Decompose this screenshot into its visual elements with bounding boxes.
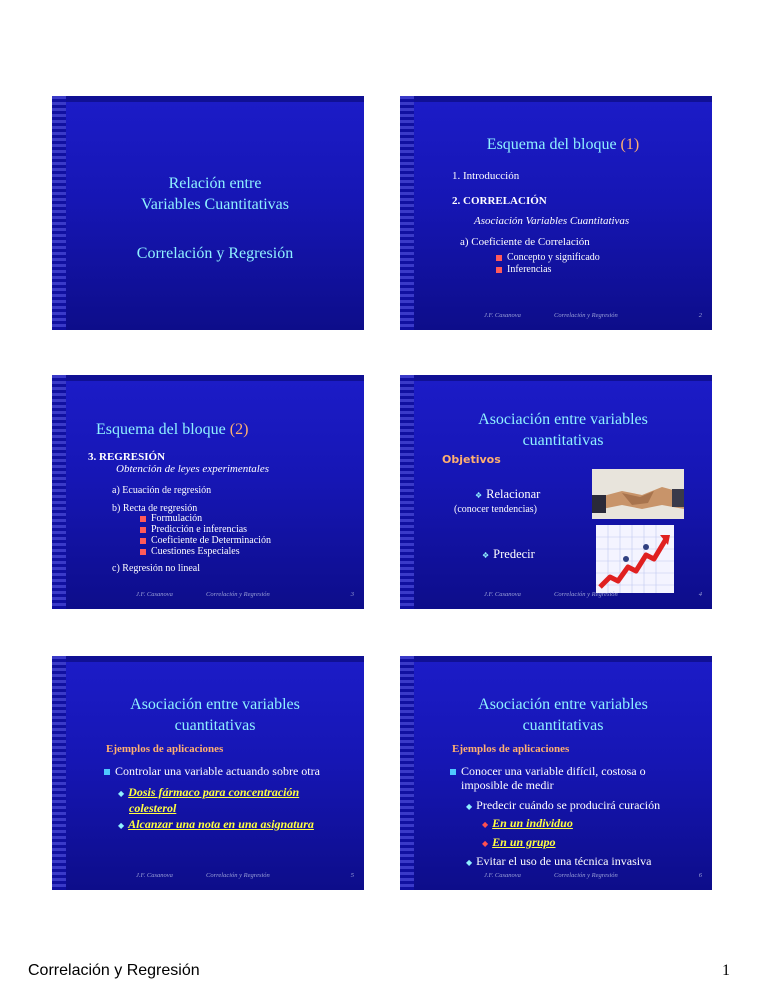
outline-bullet: Predicción e inferencias <box>140 524 247 535</box>
example-item: ◆ En un grupo <box>482 835 556 849</box>
outline-bullet: Inferencias <box>496 263 551 276</box>
slide-4 <box>400 375 712 609</box>
slide-6-title: Asociación entre variables cuantitativas <box>478 696 648 734</box>
slide-footer: J.F. Casanova Correlación y Regresión 2 <box>484 312 702 319</box>
example-item: ◆ Alcanzar una nota en una asignatura <box>118 817 314 831</box>
slide-6 <box>400 656 712 890</box>
outline-sub-b: b) Recta de regresión <box>112 503 198 514</box>
objectives-heading: Objetivos <box>442 453 501 466</box>
outline-bullet: Coeficiente de Determinación <box>140 535 271 546</box>
slide-3 <box>52 375 364 609</box>
outline-sub-c: c) Regresión no lineal <box>112 563 201 574</box>
example-item: ◆ Dosis fármaco para concentración colesterol <box>118 785 300 815</box>
outline-item-1: 1. Introducción <box>452 170 520 182</box>
outline-bullet: Cuestiones Especiales <box>140 546 240 557</box>
slide-5-title: Asociación entre variables cuantitativas <box>130 696 300 734</box>
example-sub: ◆ Predecir cuándo se producirá curación <box>466 798 661 812</box>
objective-relate-note: (conocer tendencias) <box>454 504 538 515</box>
example-point: Controlar una variable actuando sobre otra <box>104 764 320 779</box>
slide-1-title: Relación entre Variables Cuantitativas <box>141 175 289 213</box>
example-point: Conocer una variable difícil, costosa o imposible de medir <box>450 764 646 792</box>
outline-bullet: Formulación <box>140 513 202 524</box>
slide-5 <box>52 656 364 890</box>
outline-sub-a: a) Ecuación de regresión <box>112 485 212 496</box>
slide-footer: J.F. Casanova Correlación y Regresión 3 <box>136 591 354 598</box>
slide-4-title: Asociación entre variables cuantitativas <box>478 411 648 449</box>
handshake-image <box>592 469 684 519</box>
outline-section: Obtención de leyes experimentales <box>116 463 270 475</box>
objective-predict: ❖ Predecir <box>482 547 535 561</box>
slide-footer: J.F. Casanova Correlación y Regresión 4 <box>484 591 702 598</box>
slide-footer: J.F. Casanova Correlación y Regresión 5 <box>136 872 354 879</box>
outline-sub: a) Coeficiente de Correlación <box>460 236 590 248</box>
slide-2 <box>400 96 712 330</box>
objective-relate: ❖ Relacionar <box>475 487 541 501</box>
page-number: 1 <box>722 962 730 979</box>
growth-chart-image <box>596 525 674 593</box>
example-sub: ◆ Evitar el uso de una técnica invasiva <box>466 854 652 868</box>
outline-bullet: Concepto y significado <box>496 251 600 264</box>
outline-item-2: 2. CORRELACIÓN <box>452 195 547 207</box>
examples-heading: Ejemplos de aplicaciones <box>106 743 224 755</box>
slide-2-title: Esquema del bloque (1) <box>486 136 640 153</box>
slide-footer: J.F. Casanova Correlación y Regresión 6 <box>484 872 702 879</box>
slide-1-subtitle: Correlación y Regresión <box>136 245 294 262</box>
slide-1 <box>52 96 364 330</box>
slide-3-title: Esquema del bloque (2) <box>96 421 249 438</box>
example-item: ◆ En un individuo <box>482 816 573 830</box>
outline-section: Asociación Variables Cuantitativas <box>474 215 630 227</box>
page-footer: Correlación y Regresión <box>28 962 200 979</box>
outline-item-3: 3. REGRESIÓN <box>88 451 166 463</box>
examples-heading: Ejemplos de aplicaciones <box>452 743 570 755</box>
